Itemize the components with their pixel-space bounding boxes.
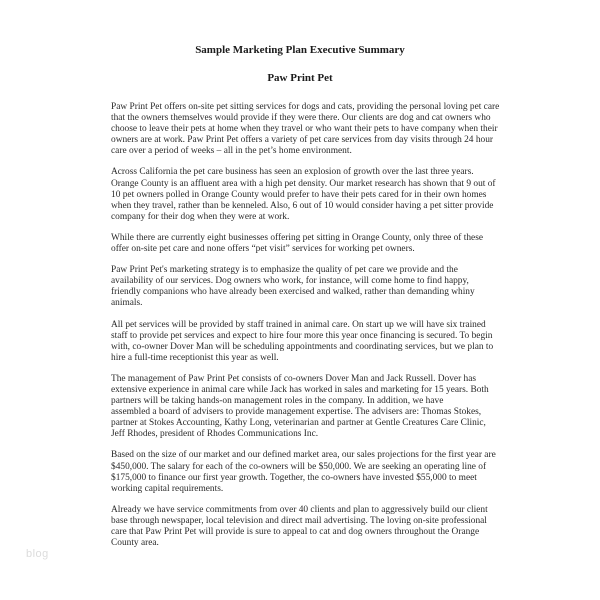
paragraph-competition: While there are currently eight businesses offering pet sitting in Orange County, only three of these offer on-site pet care and none offers “pet visit” services for working pet owners. [111, 232, 484, 255]
paragraph-market: Across California the pet care business has seen an explosion of growth over the last three years. Orange County is an affluent area with a high pet density. Our market research has shown that 9 out of 10 pet owners polled in Orange County would prefer to have their pets cared for in their own homes when they travel, rather than be kenneled. Also, 6 out of 10 would consider having a pet sitter provide company for their dog when they were at work. [111, 167, 496, 222]
paragraph-financials: Based on the size of our market and our defined market area, our sales projections for the first year are $450,000. The salary for each of the co-owners will be $50,000. We are seeking an operating line of $175,000 to finance our first year growth. Together, the co-owners have invested $55,000 to meet working capital requirements. [111, 450, 496, 494]
watermark-text: blog [26, 548, 49, 560]
paragraph-strategy: Paw Print Pet's marketing strategy is to emphasize the quality of pet care we provide and the availability of our services. Dog owners who work, for instance, will come home to find happy, friendly companions who have already been exercised and walked, rather than demanding whiny animals. [111, 265, 475, 309]
document-subtitle: Paw Print Pet [267, 72, 333, 84]
document-body [111, 102, 503, 559]
paragraph-overview: Paw Print Pet offers on-site pet sitting services for dogs and cats, providing the personal loving pet care that the owners themselves would provide if they were there. Our clients are dog and cat owners who choose to leave their pets at home when they travel or who want their pets to have company when their owners are at work. Paw Print Pet offers a variety of pet care services from day visits through 24 hour care over a period of weeks – all in the pet’s home environment. [111, 102, 500, 157]
paragraph-management: The management of Paw Print Pet consists of co-owners Dover Man and Jack Russell. Dover has extensive experience in animal care while Jack has worked in sales and marketing for 15 years. Both partners will be taking hands-on management roles in the company. In addition, we have assembled a board of advisers to provide management expertise. The advisers are: Thomas Stokes, partner at Stokes Accounting, Kathy Long, veterinarian and partner at Gentle Creatures Care Clinic, Jeff Rhodes, president of Rhodes Communications Inc. [111, 373, 489, 440]
paragraph-outlook: Already we have service commitments from over 40 clients and plan to aggressively build our client base through newspaper, local television and direct mail advertising. The loving on-site professional care that Paw Print Pet will provide is sure to appeal to cat and dog owners throughout the Orange County area. [111, 504, 488, 549]
document-title: Sample Marketing Plan Executive Summary [195, 44, 405, 56]
paragraph-staffing: All pet services will be provided by staff trained in animal care. On start up we will have six trained staff to provide pet services and expect to hire four more this year once financing is secured. To begin with, co-owner Dover Man will be scheduling appointments and coordinating services, but we plan to hire a full-time receptionist this year as well. [111, 319, 494, 363]
